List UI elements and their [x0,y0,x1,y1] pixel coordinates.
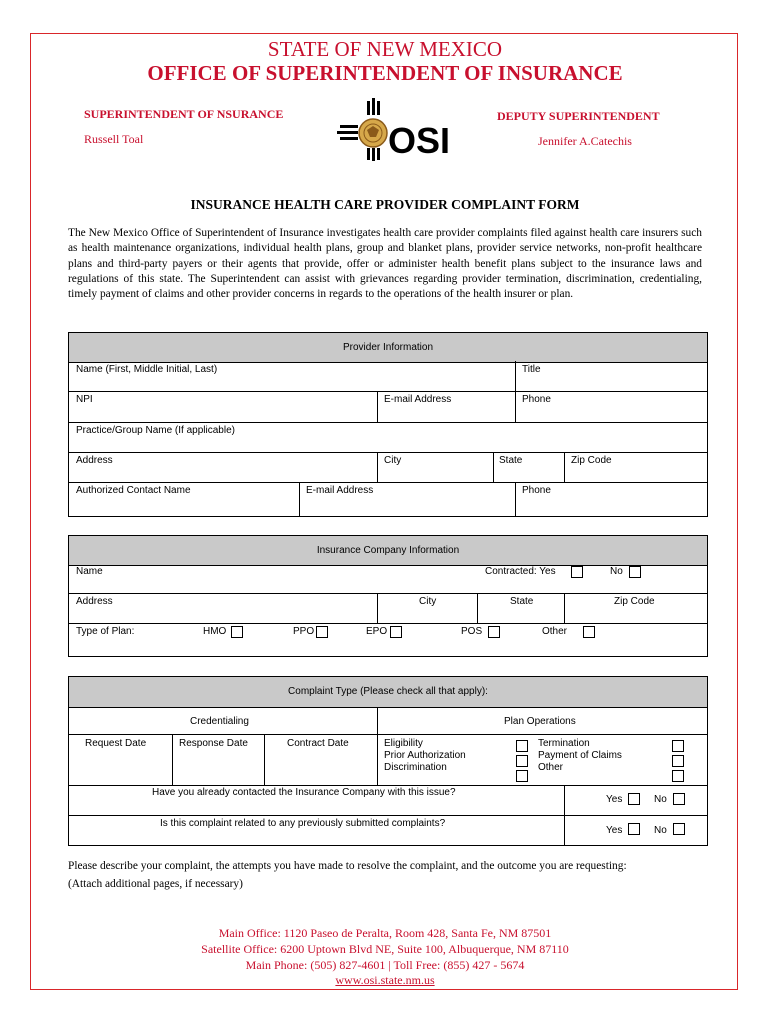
insurer-name-field[interactable]: Name [76,566,103,577]
divider [377,452,378,482]
provider-state-field[interactable]: State [499,455,523,466]
prior-auth-label: Prior Authorization [384,750,466,761]
deputy-name: Jennifer A.Catechis [538,134,632,148]
describe-instruction: Please describe your complaint, the attempts you have made to resolve the complaint, and the outcome you are requesting: [68,860,627,872]
divider [68,815,708,816]
related-complaint-question: Is this complaint related to any previously submitted complaints? [160,818,446,829]
hmo-checkbox[interactable] [231,626,243,638]
credentialing-heading: Credentialing [190,716,249,727]
divider [264,734,265,785]
provider-city-field[interactable]: City [384,455,402,466]
contact-phone-field[interactable]: Phone [522,485,551,496]
insurer-state-field[interactable]: State [510,596,534,607]
divider [68,623,708,624]
plan-type-label: Type of Plan: [76,626,135,637]
divider [377,707,378,785]
provider-email-field[interactable]: E-mail Address [384,394,452,405]
q1-yes-checkbox[interactable] [628,793,640,805]
intro-paragraph: The New Mexico Office of Superintendent of Insurance investigates health care provider complaints filed against health care insurers such as health maintenance organizations, individual health plans, group and blanket plans, provider service networks, non-profit healthcare plans and third-party payers or their agents that provide, offer or administer health benefit plans subject to the insurance laws and regulations of this state. The Superintendent can assist with grievances regarding provider termination, discrimination, credentialing, timely payment of claims and other provider concerns in regards to the operations of the health insurer or plan. [68,227,702,301]
divider [564,593,565,623]
divider [172,734,173,785]
plan-operations-heading: Plan Operations [504,716,576,727]
divider [564,785,565,846]
divider [515,361,516,422]
insurance-company-table [68,535,708,657]
office-title: OFFICE OF SUPERINTENDENT OF INSURANCE [147,61,623,85]
divider [68,422,708,423]
superintendent-title: SUPERINTENDENT OF NSURANCE [84,107,284,121]
q2-yes-label: Yes [606,825,623,836]
eligibility-label: Eligibility [384,738,423,749]
other-plan-label: Other [542,626,568,637]
provider-phone-field[interactable]: Phone [522,394,551,405]
payment-claims-label: Payment of Claims [538,750,622,761]
divider [515,482,516,517]
q1-yes-label: Yes [606,794,623,805]
divider [68,593,708,594]
response-date-field[interactable]: Response Date [179,738,248,749]
footer-satellite-office: Satellite Office: 6200 Uptown Blvd NE, Suite 100, Albuquerque, NM 87110 [201,942,569,956]
divider [68,452,708,453]
q1-no-checkbox[interactable] [673,793,685,805]
q2-no-checkbox[interactable] [673,823,685,835]
logo-text: OSI [388,120,451,161]
contacted-insurer-question: Have you already contacted the Insurance Company with this issue? [152,787,456,798]
discrimination-label: Discrimination [384,762,447,773]
form-title: INSURANCE HEALTH CARE PROVIDER COMPLAINT FORM [190,197,580,212]
divider [493,452,494,482]
contracted-yes-checkbox[interactable] [571,566,583,578]
insurance-company-header: Insurance Company Information [69,536,707,566]
divider [564,452,565,482]
discrimination-checkbox[interactable] [516,770,528,782]
insurer-zip-field[interactable]: Zip Code [614,596,655,607]
pos-label: POS [461,626,483,637]
ppo-checkbox[interactable] [316,626,328,638]
insurer-city-field[interactable]: City [419,596,437,607]
footer-website-link[interactable]: www.osi.state.nm.us [335,973,435,987]
provider-name-field[interactable]: Name (First, Middle Initial, Last) [76,364,218,375]
complaint-type-header: Complaint Type (Please check all that apply): [69,677,707,708]
state-title: STATE OF NEW MEXICO [267,37,503,61]
divider [68,391,708,392]
other-complaint-checkbox[interactable] [672,770,684,782]
hmo-label: HMO [203,626,227,637]
footer-phones: Main Phone: (505) 827-4601 | Toll Free: (855) 427 - 5674 [245,958,525,972]
contract-date-field[interactable]: Contract Date [287,738,349,749]
epo-label: EPO [366,626,388,637]
divider [68,482,708,483]
epo-checkbox[interactable] [390,626,402,638]
other-complaint-label: Other [538,762,564,773]
contracted-no-checkbox[interactable] [629,566,641,578]
provider-zip-field[interactable]: Zip Code [571,455,612,466]
divider [477,593,478,623]
practice-name-field[interactable]: Practice/Group Name (If applicable) [76,425,235,436]
contracted-yes-label: Contracted: Yes [485,566,556,577]
q2-no-label: No [654,825,667,836]
other-plan-checkbox[interactable] [583,626,595,638]
contact-email-field[interactable]: E-mail Address [306,485,374,496]
contracted-no-label: No [610,566,623,577]
provider-title-field[interactable]: Title [522,364,541,375]
footer-main-office: Main Office: 1120 Paseo de Peralta, Room 428, Santa Fe, NM 87501 [218,926,552,940]
pos-checkbox[interactable] [488,626,500,638]
osi-logo [336,97,451,161]
divider [377,593,378,623]
prior-auth-checkbox[interactable] [516,755,528,767]
insurer-address-field[interactable]: Address [76,596,113,607]
q1-no-label: No [654,794,667,805]
authorized-contact-field[interactable]: Authorized Contact Name [76,485,191,496]
ppo-label: PPO [293,626,315,637]
request-date-field[interactable]: Request Date [85,738,147,749]
provider-info-header: Provider Information [69,333,707,363]
eligibility-checkbox[interactable] [516,740,528,752]
npi-field[interactable]: NPI [76,394,93,405]
superintendent-name: Russell Toal [84,132,144,146]
attach-pages-note: (Attach additional pages, if necessary) [68,878,243,890]
provider-address-field[interactable]: Address [76,455,113,466]
divider [299,482,300,517]
payment-claims-checkbox[interactable] [672,755,684,767]
deputy-title: DEPUTY SUPERINTENDENT [497,109,660,123]
termination-checkbox[interactable] [672,740,684,752]
termination-label: Termination [538,738,590,749]
divider [377,391,378,422]
divider [68,785,708,786]
divider [68,734,708,735]
q2-yes-checkbox[interactable] [628,823,640,835]
